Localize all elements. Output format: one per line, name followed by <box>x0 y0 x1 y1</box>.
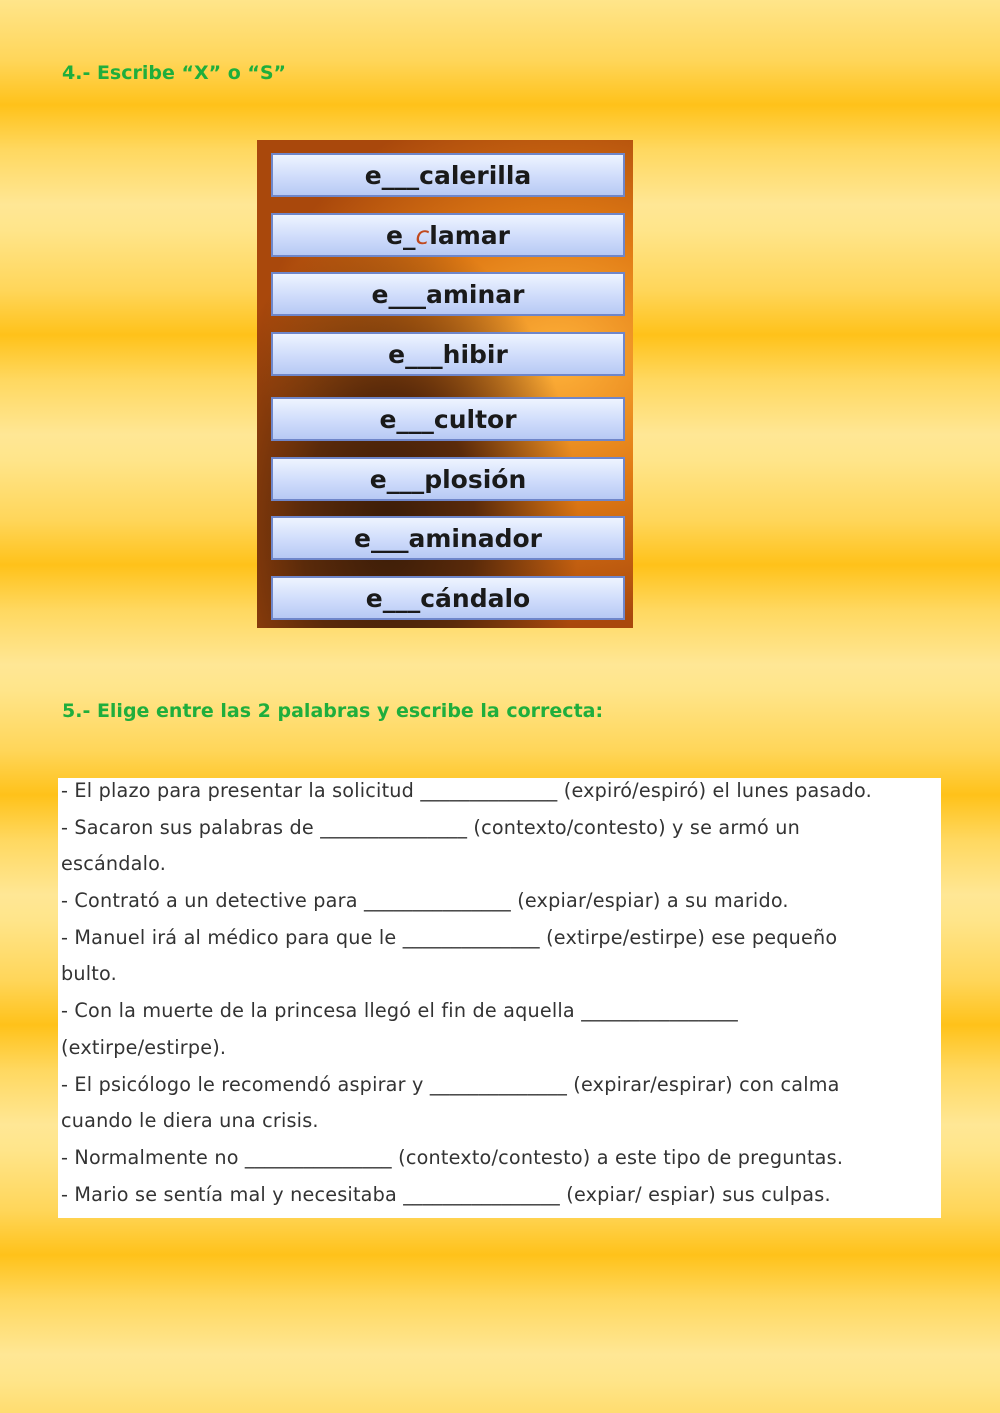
word-prefix: e___ <box>365 583 421 613</box>
word-card-2[interactable] <box>271 213 625 257</box>
section-5-heading: 5.- Elige entre las 2 palabras y escribe la correcta: <box>62 700 604 722</box>
word-suffix: cándalo <box>420 583 531 613</box>
sentence-exercise-box <box>58 778 941 1218</box>
word-card-6[interactable] <box>271 457 625 501</box>
sentence-line: (extirpe/estirpe). <box>61 1035 227 1059</box>
word-card-5[interactable] <box>271 397 625 441</box>
handwritten-letter: c <box>415 220 430 250</box>
sentence-line[interactable]: - Manuel irá al médico para que le ______________ (extirpe/estirpe) ese pequeño <box>61 925 838 949</box>
word-prefix: e___ <box>364 160 420 190</box>
word-prefix: e___ <box>371 279 426 309</box>
word-card-1[interactable] <box>271 153 625 197</box>
sentence-line: cuando le diera una crisis. <box>61 1109 319 1133</box>
sentence-line[interactable]: - Mario se sentía mal y necesitaba ________________ (expiar/ espiar) sus culpas. <box>61 1182 831 1206</box>
word-suffix: aminar <box>425 279 525 309</box>
word-card-4[interactable] <box>271 332 625 376</box>
sentence-line: bulto. <box>61 962 117 986</box>
word-prefix: e___ <box>388 339 443 369</box>
word-card-3[interactable] <box>271 272 625 316</box>
word-card-7[interactable] <box>271 516 625 560</box>
sentence-line[interactable]: - Normalmente no _______________ (contexto/contesto) a este tipo de preguntas. <box>61 1145 844 1169</box>
word-suffix: plosión <box>424 464 527 494</box>
sentence-line[interactable]: - Con la muerte de la princesa llegó el fin de aquella ________________ <box>61 999 738 1023</box>
word-prefix: e___ <box>379 404 434 434</box>
word-prefix: e___ <box>369 464 425 494</box>
word-suffix: aminador <box>408 523 543 553</box>
word-card-8[interactable] <box>271 576 625 620</box>
word-suffix: cultor <box>433 404 517 434</box>
sentence-line[interactable]: - El psicólogo le recomendó aspirar y ______________ (expirar/espirar) con calma <box>61 1072 840 1096</box>
sentence-line[interactable]: - Contrató a un detective para _______________ (expiar/espiar) a su marido. <box>61 889 789 913</box>
word-prefix: e___ <box>353 523 409 553</box>
sentence-line[interactable]: - Sacaron sus palabras de _______________ (contexto/contesto) y se armó un <box>61 815 800 839</box>
sentence-line[interactable]: - El plazo para presentar la solicitud ______________ (expiró/espiró) el lunes pasado. <box>61 779 872 802</box>
word-cards-image <box>257 140 633 628</box>
word-prefix: e_ <box>386 220 416 250</box>
section-4-heading: 4.- Escribe “X” o “S” <box>62 62 287 84</box>
sentence-line: escándalo. <box>61 852 167 876</box>
word-suffix: calerilla <box>419 160 532 190</box>
word-suffix: hibir <box>442 339 508 369</box>
word-suffix: lamar <box>429 220 510 250</box>
